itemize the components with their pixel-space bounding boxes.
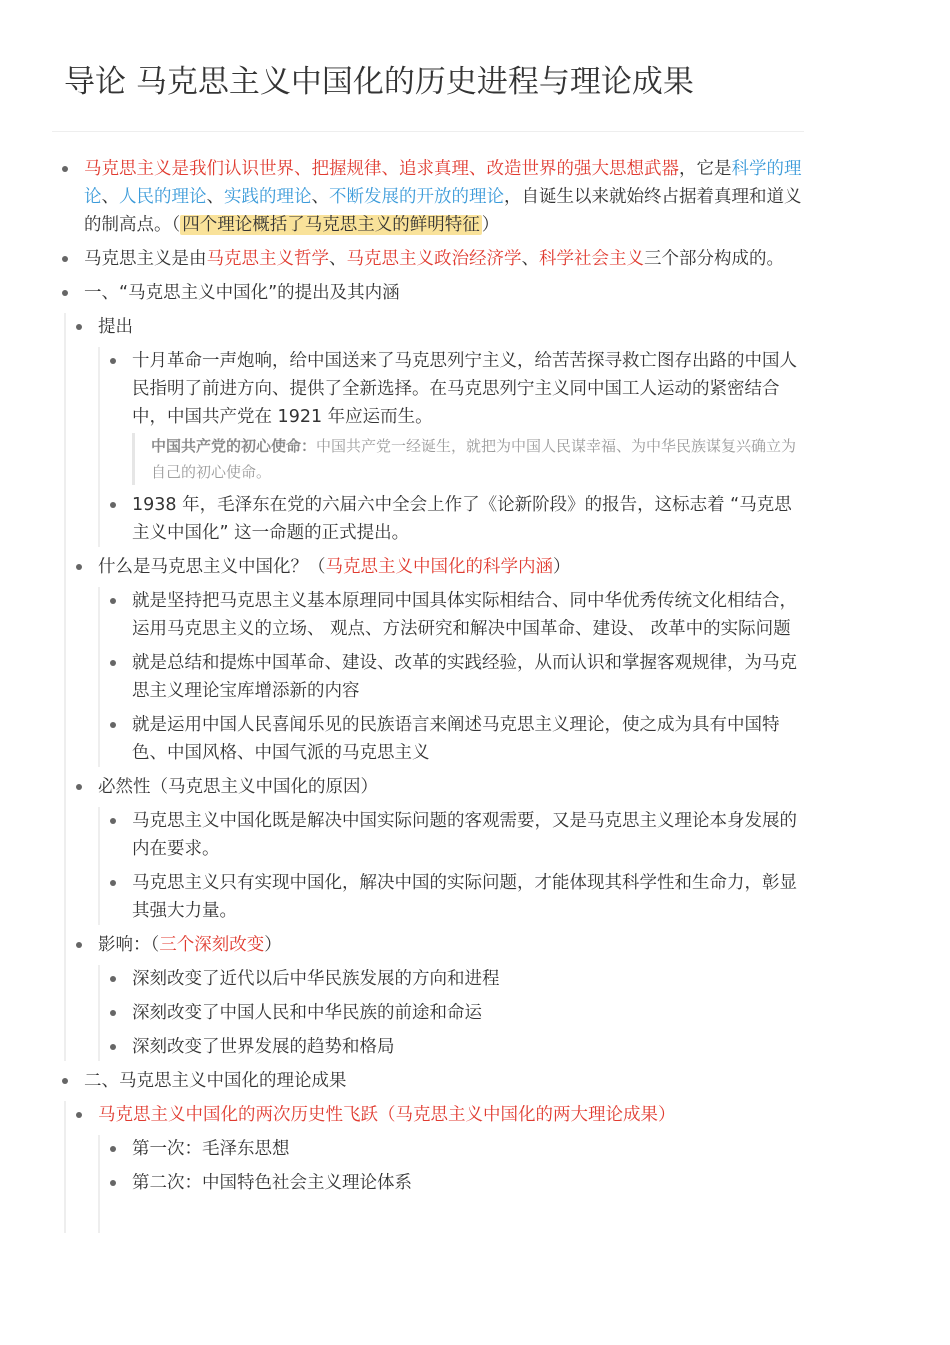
meaning-label-a: 什么是马克思主义中国化？（ [98,557,326,577]
blockquote [132,433,804,485]
proposal-list [98,347,804,547]
intro1-e: 人民的理论 [119,187,207,207]
intro2-a: 马克思主义是由 [84,249,207,269]
proposal-text-1: 十月革命一声炮响，给中国送来了马克思列宁主义，给苦苦探寻救亡图存出路的中国人民指明了前进方向、提供了全新选择。在马克思列宁主义同中国工人运动的紧密结合中，中国共产党在 1921 年应运而生。 [132,347,804,431]
intro1-f: 、 [206,187,224,207]
impact-label [98,931,804,959]
list-item [132,711,804,767]
list-item [132,347,804,485]
necessity-list [98,807,804,925]
leaps-label: 马克思主义中国化的两次历史性飞跃（马克思主义中国化的两大理论成果） [98,1101,804,1129]
section-1-list [64,313,804,1061]
intro1-j: ，自诞生以来就始终占据着真理和道义的制高点。（ [84,187,802,235]
necessity-label: 必然性（马克思主义中国化的原因） [98,773,804,801]
intro1-l: ） [481,215,500,235]
proposal-label: 提出 [98,313,804,341]
meaning-list [98,587,804,767]
impact-list [98,965,804,1061]
intro1-g: 实践的理论 [224,187,312,207]
intro1-c: 科学的理论 [84,159,802,207]
impact-text-2: 深刻改变了中国人民和中华民族的前途和命运 [132,999,804,1027]
leaps-list [98,1135,804,1233]
section-2-heading: 二、马克思主义中国化的理论成果 [84,1067,804,1095]
list-item [132,587,804,643]
proposal-item [98,313,804,547]
intro1-highlight: 四个理论概括了马克思主义的鲜明特征 [182,215,480,235]
page-title: 导论 马克思主义中国化的历史进程与理论成果 [64,64,694,100]
intro1-a: 马克思主义是我们认识世界、把握规律、追求真理、改造世界的强大思想武器 [84,159,679,179]
intro1-b: ，它是 [679,159,732,179]
meaning-text-1: 就是坚持把马克思主义基本原理同中国具体实际相结合、同中华优秀传统文化相结合，运用马克思主义的立场、 观点、方法研究和解决中国革命、建设、 改革中的实际问题 [132,587,804,643]
leap-text-2: 第二次：中国特色社会主义理论体系 [132,1169,804,1197]
intro2-e: 、 [521,249,539,269]
proposal-text-2: 1938 年，毛泽东在党的六届六中全会上作了《论新阶段》的报告，这标志着 “马克思主义中国化” 这一命题的正式提出。 [132,491,804,547]
intro1-h: 、 [311,187,329,207]
meaning-item [98,553,804,767]
impact-label-b: 三个深刻改变 [159,935,265,955]
leaps-item [98,1101,804,1233]
list-item [132,965,804,993]
necessity-text-2: 马克思主义只有实现中国化，解决中国的实际问题，才能体现其科学性和生命力，彰显其强大力量。 [132,869,804,925]
title-divider [52,131,804,132]
necessity-text-1: 马克思主义中国化既是解决中国实际问题的客观需要，又是马克思主义理论本身发展的内在要求。 [132,807,804,863]
intro2-c: 、 [329,249,347,269]
section-1-heading: 一、“马克思主义中国化”的提出及其内涵 [84,279,804,307]
intro-item-1 [52,155,804,239]
section-1 [52,279,804,1061]
meaning-text-3: 就是运用中国人民喜闻乐见的民族语言来阐述马克思主义理论，使之成为具有中国特色、中国风格、中国气派的马克思主义 [132,711,804,767]
quote-text: 中国共产党一经诞生，就把为中国人民谋幸福、为中华民族谋复兴确立为自己的初心使命。 [151,437,797,481]
impact-label-c: ） [264,935,282,955]
intro2-f: 科学社会主义 [539,249,644,269]
leap-text-1: 第一次：毛泽东思想 [132,1135,804,1163]
impact-item [98,931,804,1061]
impact-text-3: 深刻改变了世界发展的趋势和格局 [132,1033,804,1061]
intro2-d: 马克思主义政治经济学 [346,249,522,269]
list-item [132,649,804,705]
intro2-b: 马克思主义哲学 [206,249,329,269]
intro2-g: 三个部分构成的。 [644,249,784,269]
meaning-label-c: ） [553,557,571,577]
intro-text-1 [84,155,804,239]
intro-text-2 [84,245,804,273]
list-item [132,491,804,547]
list-item [132,1135,804,1163]
list-item [132,999,804,1027]
intro-item-2 [52,245,804,273]
meaning-text-2: 就是总结和提炼中国革命、建设、改革的实践经验，从而认识和掌握客观规律，为马克思主义理论宝库增添新的内容 [132,649,804,705]
outline-list [52,155,804,1239]
intro1-d: 、 [101,187,119,207]
list-item [132,869,804,925]
list-item [132,1169,804,1197]
list-item [132,807,804,863]
section-2-list [64,1101,804,1233]
quote-label: 中国共产党的初心使命： [151,437,317,455]
necessity-item [98,773,804,925]
impact-label-a: 影响：（ [98,935,160,955]
list-item [132,1033,804,1061]
section-2 [52,1067,804,1233]
meaning-label-b: 马克思主义中国化的科学内涵 [325,557,553,577]
meaning-label [98,553,804,581]
impact-text-1: 深刻改变了近代以后中华民族发展的方向和进程 [132,965,804,993]
intro1-i: 不断发展的开放的理论 [329,187,504,207]
